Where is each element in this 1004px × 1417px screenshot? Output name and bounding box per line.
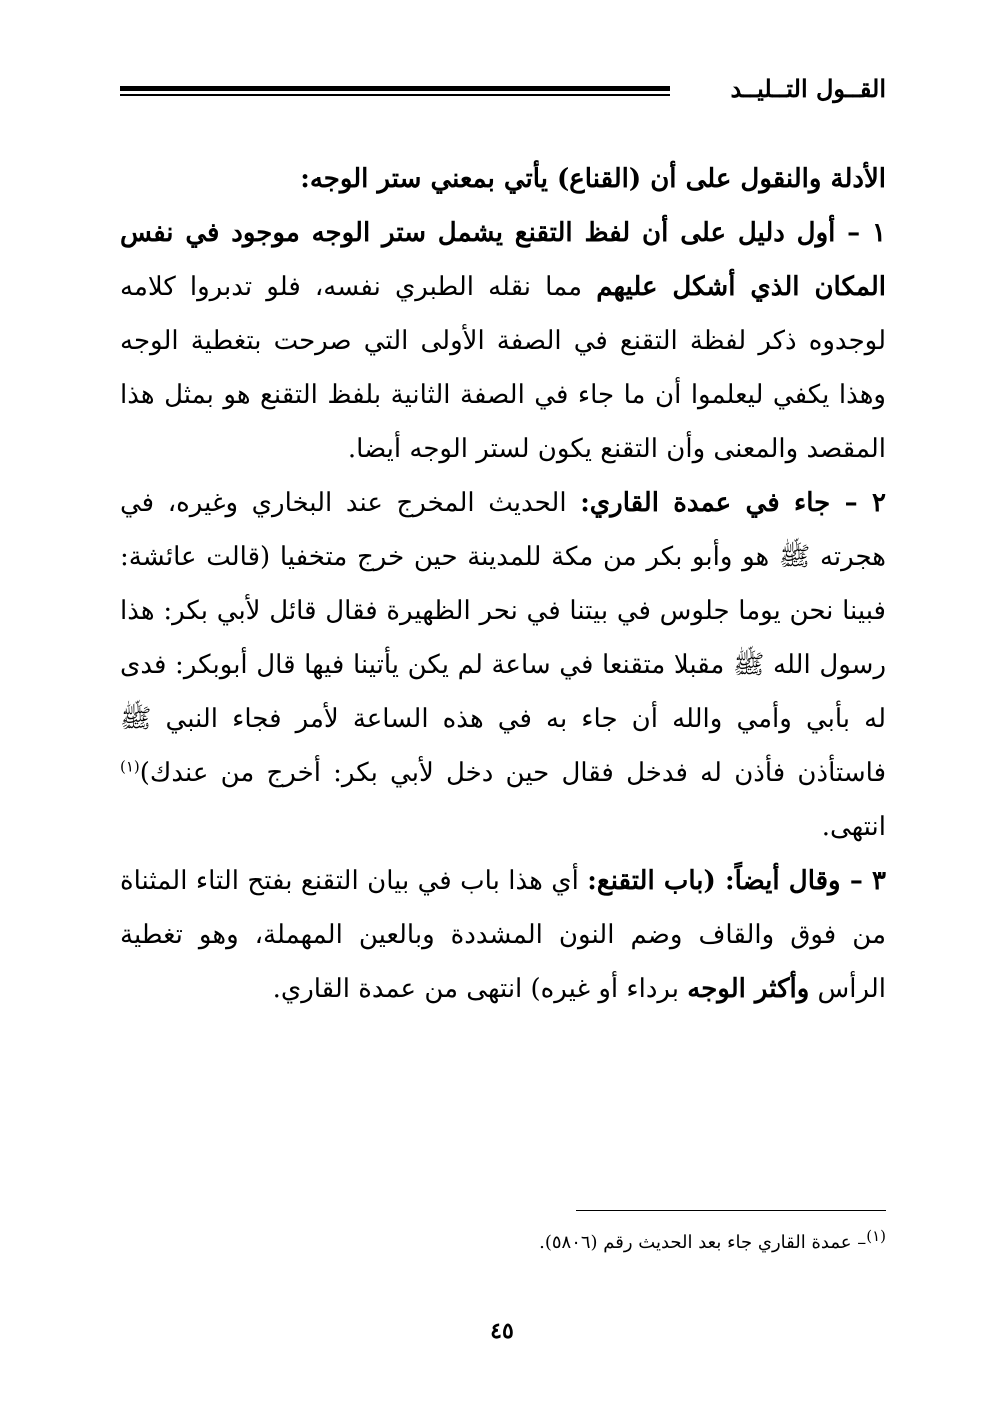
page-header [120, 70, 886, 110]
section-heading: الأدلة والنقول على أن (القناع) يأتي بمعني ستر الوجه: [300, 164, 886, 194]
paragraph-2 [120, 476, 886, 854]
page-number: ٤٥ [490, 1318, 514, 1344]
paragraph-3 [120, 854, 886, 1016]
paragraph-2-bold-lead: ٢ – جاء في عمدة القاري: [580, 488, 887, 518]
paragraph-1-text: مما نقله الطبري نفسه، فلو تدبروا كلامه لوجدوه ذكر لفظة التقنع في الصفة الأولى التي صرحت بتغطية الوجه وهذا يكفي ليعلموا أن ما جاء في الصفة الثانية بلفظ التقنع هو بمثل هذا المقصد والمعنى وأن التقنع يكون لستر الوجه أيضا. [120, 272, 886, 464]
header-rule-thick [120, 86, 670, 91]
paragraph-1-bold-lead: ١ – أول دليل على أن لفظ التقنع يشمل ستر الوجه موجود في نفس المكان الذي أشكل عليهم [120, 218, 886, 302]
running-title: القــول التــليــد [730, 74, 886, 103]
page-body [120, 152, 886, 1016]
paragraph-2-text-end: انتهى. [821, 812, 886, 842]
header-rule-thin [120, 94, 670, 96]
header-rule [120, 86, 670, 96]
footnote [120, 1228, 886, 1258]
paragraph-3-bold-mid: وأكثر الوجه [687, 974, 810, 1004]
paragraph-2-text: الحديث المخرج عند البخاري وغيره، في هجرته ﷺ هو وأبو بكر من مكة للمدينة حين خرج متخفيا (قالت عائشة: فبينا نحن يوما جلوس في بيتنا في نحر الظهيرة فقال قائل لأبي بكر: هذا رسول الله ﷺ مقبلا متقنعا في ساعة لم يكن يأتينا فيها قال أبوبكر: فدى له بأبي وأمي والله أن جاء به في هذه الساعة لأمر فجاء النبي ﷺ فاستأذن فأذن له فدخل فقال حين دخل لأبي بكر: أخرج من عندك) [120, 488, 887, 788]
paragraph-1 [120, 206, 886, 476]
footnote-separator [576, 1210, 886, 1211]
paragraph-3-text: أي هذا باب في بيان التقنع بفتح التاء المثناة من فوق والقاف وضم النون المشددة وبالعين المهملة، وهو تغطية الرأس [120, 866, 886, 1004]
footnote-text: – عمدة القاري جاء بعد الحديث رقم (٥٨٠٦). [539, 1232, 867, 1253]
footnote-marker: (١) [866, 1227, 886, 1245]
paragraph-3-text-end: برداء أو غيره) انتهى من عمدة القاري. [272, 974, 680, 1004]
paragraph-3-bold-lead: ٣ – وقال أيضاً: (باب التقنع: [587, 866, 886, 896]
footnote-reference[interactable]: (١) [120, 757, 140, 776]
